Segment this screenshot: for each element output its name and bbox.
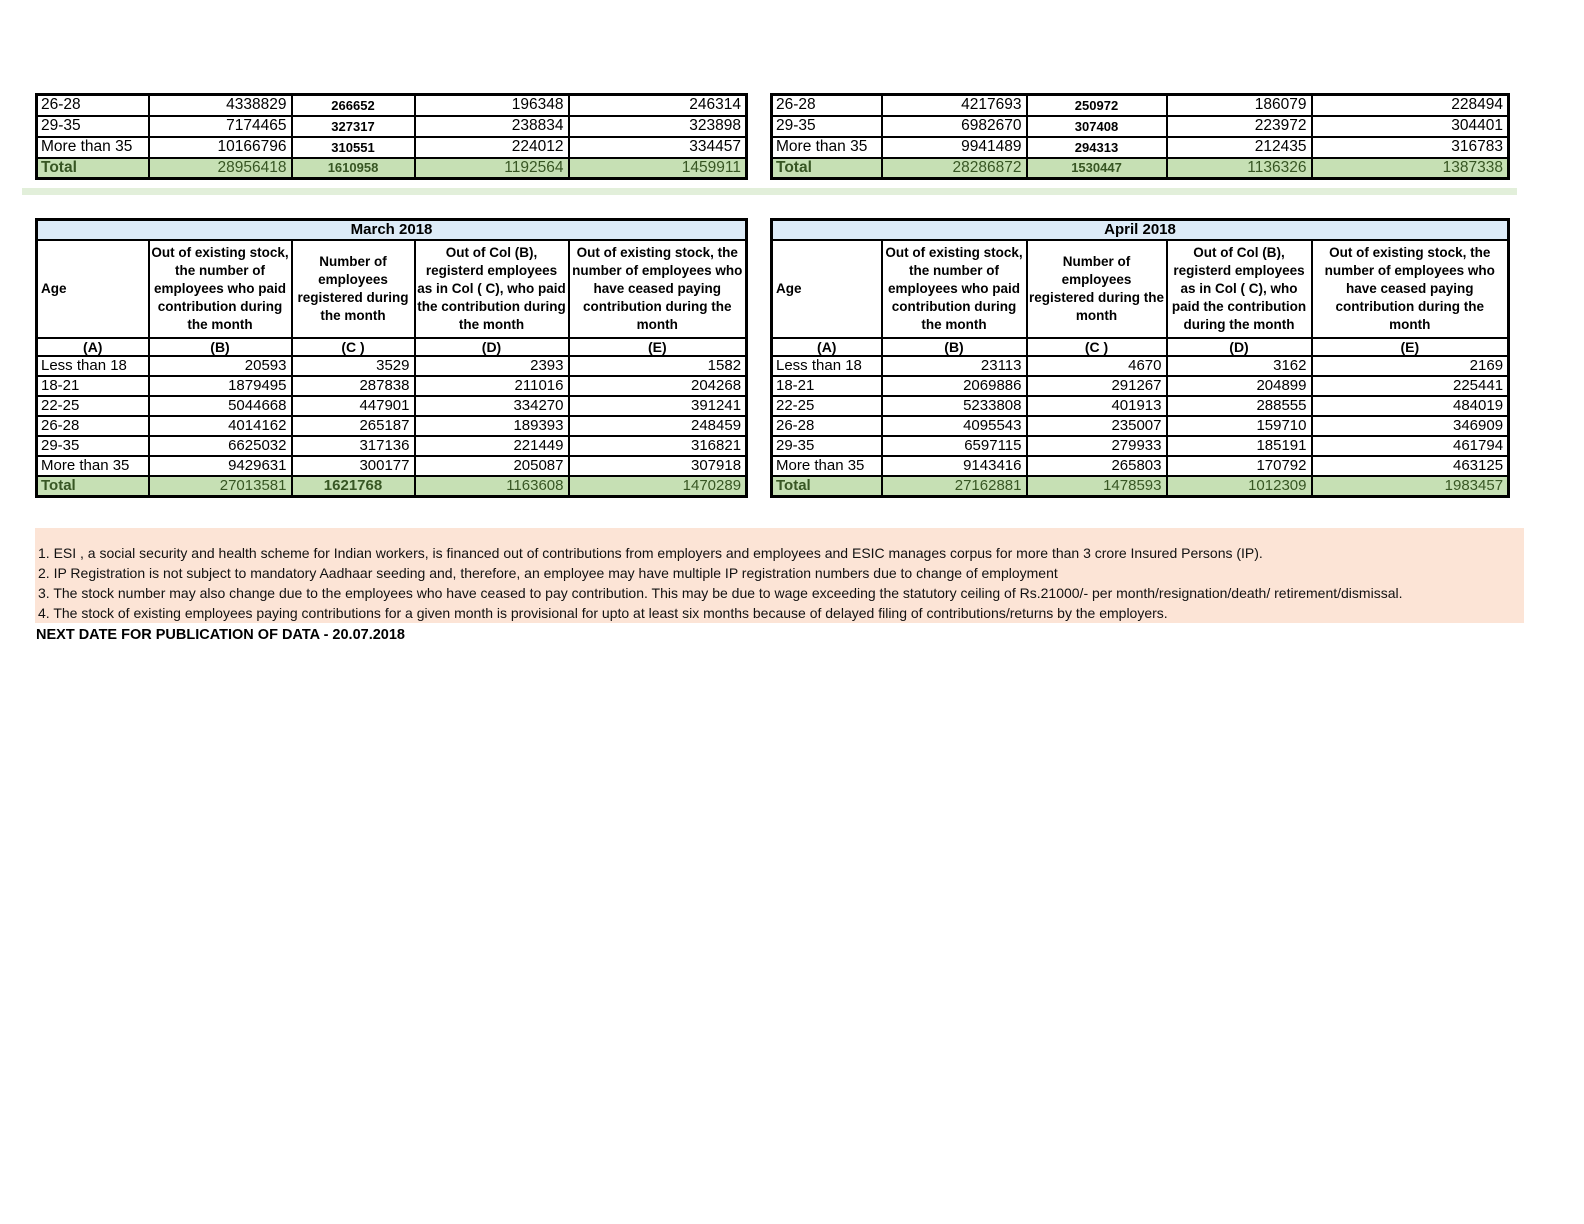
value-cell-d: 170792 xyxy=(1167,456,1312,476)
value-cell-b: 4014162 xyxy=(149,416,292,436)
value-cell-b: 10166796 xyxy=(149,137,292,158)
column-letter-e: (E) xyxy=(569,338,747,356)
column-header-row xyxy=(772,240,1509,338)
value-cell-d: 196348 xyxy=(415,95,569,116)
column-letter-a: (A) xyxy=(37,338,149,356)
month-header-row xyxy=(772,220,1509,240)
age-cell: 29-35 xyxy=(772,116,882,137)
column-header-age: Age xyxy=(37,240,149,338)
value-cell-d: 2393 xyxy=(415,356,569,376)
value-cell-e: 323898 xyxy=(569,116,747,137)
footnote-3: 3. The stock number may also change due to the employees who have ceased to pay contribution. This may be due to wage exceeding the statutory ceiling of Rs.21000/- per month/resignation/death/ retirement/dismissal. xyxy=(38,585,1403,601)
value-cell-b: 4217693 xyxy=(882,95,1027,116)
column-letter-row xyxy=(772,338,1509,356)
age-cell: 26-28 xyxy=(37,95,149,116)
table-title: April 2018 xyxy=(772,220,1509,240)
value-cell-b: 5044668 xyxy=(149,396,292,416)
value-cell-b: 6597115 xyxy=(882,436,1027,456)
total-row xyxy=(772,476,1509,497)
value-cell-c: 310551 xyxy=(292,137,415,158)
value-cell-e: 2169 xyxy=(1312,356,1509,376)
value-cell-b: 20593 xyxy=(149,356,292,376)
value-cell-c: 300177 xyxy=(292,456,415,476)
march-table xyxy=(35,218,748,498)
value-cell-e: 1582 xyxy=(569,356,747,376)
column-header-d: Out of Col (B), registerd employees as in Col ( C), who paid the contribution during the month xyxy=(415,240,569,338)
value-cell-b: 1879495 xyxy=(149,376,292,396)
age-cell: 26-28 xyxy=(37,416,149,436)
column-header-b: Out of existing stock, the number of employees who paid contribution during the month xyxy=(149,240,292,338)
total-value-d: 1163608 xyxy=(415,476,569,497)
table-row xyxy=(37,95,747,116)
total-value-c: 1530447 xyxy=(1027,158,1167,179)
value-cell-c: 287838 xyxy=(292,376,415,396)
total-row xyxy=(37,476,747,497)
value-cell-c: 265803 xyxy=(1027,456,1167,476)
total-value-e: 1470289 xyxy=(569,476,747,497)
table-row xyxy=(37,376,747,396)
age-cell: 29-35 xyxy=(37,436,149,456)
age-cell: 18-21 xyxy=(37,376,149,396)
top-left-partial-table xyxy=(35,93,748,180)
total-label: Total xyxy=(37,476,149,497)
value-cell-b: 9143416 xyxy=(882,456,1027,476)
total-label: Total xyxy=(772,158,882,179)
column-letter-b: (B) xyxy=(882,338,1027,356)
age-cell: More than 35 xyxy=(37,137,149,158)
total-value-c: 1478593 xyxy=(1027,476,1167,497)
value-cell-d: 223972 xyxy=(1167,116,1312,137)
column-header-c: Number of employees registered during the month xyxy=(292,240,415,338)
table-row xyxy=(37,416,747,436)
column-letter-b: (B) xyxy=(149,338,292,356)
table-row xyxy=(772,456,1509,476)
month-header-row xyxy=(37,220,747,240)
value-cell-e: 225441 xyxy=(1312,376,1509,396)
column-letter-a: (A) xyxy=(772,338,882,356)
total-value-b: 27013581 xyxy=(149,476,292,497)
value-cell-e: 228494 xyxy=(1312,95,1509,116)
age-cell: More than 35 xyxy=(772,137,882,158)
value-cell-c: 317136 xyxy=(292,436,415,456)
footnotes-block xyxy=(35,528,1524,623)
column-letter-e: (E) xyxy=(1312,338,1509,356)
column-header-d: Out of Col (B), registerd employees as in Col ( C), who paid the contribution during the month xyxy=(1167,240,1312,338)
value-cell-e: 246314 xyxy=(569,95,747,116)
value-cell-c: 327317 xyxy=(292,116,415,137)
value-cell-e: 334457 xyxy=(569,137,747,158)
value-cell-d: 211016 xyxy=(415,376,569,396)
column-header-age: Age xyxy=(772,240,882,338)
value-cell-c: 447901 xyxy=(292,396,415,416)
table-row xyxy=(37,396,747,416)
table-row xyxy=(37,116,747,137)
column-letter-d: (D) xyxy=(1167,338,1312,356)
value-cell-d: 238834 xyxy=(415,116,569,137)
total-value-e: 1459911 xyxy=(569,158,747,179)
value-cell-c: 294313 xyxy=(1027,137,1167,158)
value-cell-d: 204899 xyxy=(1167,376,1312,396)
total-value-b: 27162881 xyxy=(882,476,1027,497)
column-header-c: Number of employees registered during the month xyxy=(1027,240,1167,338)
value-cell-d: 185191 xyxy=(1167,436,1312,456)
value-cell-e: 484019 xyxy=(1312,396,1509,416)
value-cell-e: 463125 xyxy=(1312,456,1509,476)
value-cell-c: 4670 xyxy=(1027,356,1167,376)
value-cell-c: 266652 xyxy=(292,95,415,116)
value-cell-b: 6625032 xyxy=(149,436,292,456)
total-value-d: 1012309 xyxy=(1167,476,1312,497)
table-row xyxy=(37,436,747,456)
age-cell: More than 35 xyxy=(772,456,882,476)
footnote-2: 2. IP Registration is not subject to mandatory Aadhaar seeding and, therefore, an employee may have multiple IP registration numbers due to change of employment xyxy=(38,565,1058,581)
table-row xyxy=(37,356,747,376)
value-cell-e: 316821 xyxy=(569,436,747,456)
value-cell-c: 291267 xyxy=(1027,376,1167,396)
total-value-b: 28956418 xyxy=(149,158,292,179)
value-cell-c: 250972 xyxy=(1027,95,1167,116)
value-cell-e: 391241 xyxy=(569,396,747,416)
total-row xyxy=(37,158,747,179)
value-cell-b: 4095543 xyxy=(882,416,1027,436)
footnote-1: 1. ESI , a social security and health scheme for Indian workers, is financed out of contributions from employers and employees and ESIC manages corpus for more than 3 crore Insured Persons (IP). xyxy=(38,545,1263,561)
value-cell-b: 23113 xyxy=(882,356,1027,376)
table-row xyxy=(772,116,1509,137)
age-cell: Less than 18 xyxy=(772,356,882,376)
age-cell: 29-35 xyxy=(37,116,149,137)
age-cell: More than 35 xyxy=(37,456,149,476)
value-cell-d: 159710 xyxy=(1167,416,1312,436)
value-cell-d: 334270 xyxy=(415,396,569,416)
value-cell-c: 265187 xyxy=(292,416,415,436)
value-cell-d: 186079 xyxy=(1167,95,1312,116)
age-cell: 26-28 xyxy=(772,416,882,436)
value-cell-d: 205087 xyxy=(415,456,569,476)
column-header-b: Out of existing stock, the number of employees who paid contribution during the month xyxy=(882,240,1027,338)
value-cell-b: 9429631 xyxy=(149,456,292,476)
value-cell-b: 9941489 xyxy=(882,137,1027,158)
table-title: March 2018 xyxy=(37,220,747,240)
column-letter-c: (C ) xyxy=(1027,338,1167,356)
table-row xyxy=(772,376,1509,396)
total-value-e: 1983457 xyxy=(1312,476,1509,497)
value-cell-b: 5233808 xyxy=(882,396,1027,416)
value-cell-e: 307918 xyxy=(569,456,747,476)
april-table xyxy=(770,218,1510,498)
value-cell-c: 3529 xyxy=(292,356,415,376)
table-row xyxy=(772,356,1509,376)
age-cell: 26-28 xyxy=(772,95,882,116)
value-cell-e: 204268 xyxy=(569,376,747,396)
table-row xyxy=(772,396,1509,416)
age-cell: 22-25 xyxy=(772,396,882,416)
column-header-e: Out of existing stock, the number of employees who have ceased paying contribution during the month xyxy=(1312,240,1509,338)
total-value-e: 1387338 xyxy=(1312,158,1509,179)
total-value-c: 1610958 xyxy=(292,158,415,179)
total-value-b: 28286872 xyxy=(882,158,1027,179)
value-cell-c: 307408 xyxy=(1027,116,1167,137)
value-cell-c: 401913 xyxy=(1027,396,1167,416)
table-row xyxy=(37,137,747,158)
table-row xyxy=(772,436,1509,456)
total-value-c: 1621768 xyxy=(292,476,415,497)
value-cell-b: 6982670 xyxy=(882,116,1027,137)
age-cell: 22-25 xyxy=(37,396,149,416)
value-cell-d: 189393 xyxy=(415,416,569,436)
total-value-d: 1192564 xyxy=(415,158,569,179)
value-cell-c: 235007 xyxy=(1027,416,1167,436)
value-cell-c: 279933 xyxy=(1027,436,1167,456)
column-letter-d: (D) xyxy=(415,338,569,356)
value-cell-e: 304401 xyxy=(1312,116,1509,137)
value-cell-d: 224012 xyxy=(415,137,569,158)
value-cell-d: 212435 xyxy=(1167,137,1312,158)
age-cell: Less than 18 xyxy=(37,356,149,376)
total-value-d: 1136326 xyxy=(1167,158,1312,179)
total-label: Total xyxy=(37,158,149,179)
value-cell-b: 2069886 xyxy=(882,376,1027,396)
table-row xyxy=(772,416,1509,436)
value-cell-e: 248459 xyxy=(569,416,747,436)
age-cell: 29-35 xyxy=(772,436,882,456)
value-cell-d: 3162 xyxy=(1167,356,1312,376)
footnote-4: 4. The stock of existing employees paying contributions for a given month is provisional for upto at least six months because of delayed filing of contributions/returns by the employers. xyxy=(38,605,1168,621)
value-cell-b: 7174465 xyxy=(149,116,292,137)
total-label: Total xyxy=(772,476,882,497)
value-cell-e: 461794 xyxy=(1312,436,1509,456)
table-row xyxy=(37,456,747,476)
column-header-row xyxy=(37,240,747,338)
value-cell-e: 346909 xyxy=(1312,416,1509,436)
next-publication-date: NEXT DATE FOR PUBLICATION OF DATA - 20.07.2018 xyxy=(36,627,405,643)
value-cell-e: 316783 xyxy=(1312,137,1509,158)
column-letter-c: (C ) xyxy=(292,338,415,356)
total-row xyxy=(772,158,1509,179)
column-header-e: Out of existing stock, the number of employees who have ceased paying contribution during the month xyxy=(569,240,747,338)
value-cell-d: 288555 xyxy=(1167,396,1312,416)
value-cell-d: 221449 xyxy=(415,436,569,456)
top-right-partial-table xyxy=(770,93,1510,180)
age-cell: 18-21 xyxy=(772,376,882,396)
column-letter-row xyxy=(37,338,747,356)
value-cell-b: 4338829 xyxy=(149,95,292,116)
table-row xyxy=(772,137,1509,158)
table-row xyxy=(772,95,1509,116)
divider-strip xyxy=(22,188,1517,195)
